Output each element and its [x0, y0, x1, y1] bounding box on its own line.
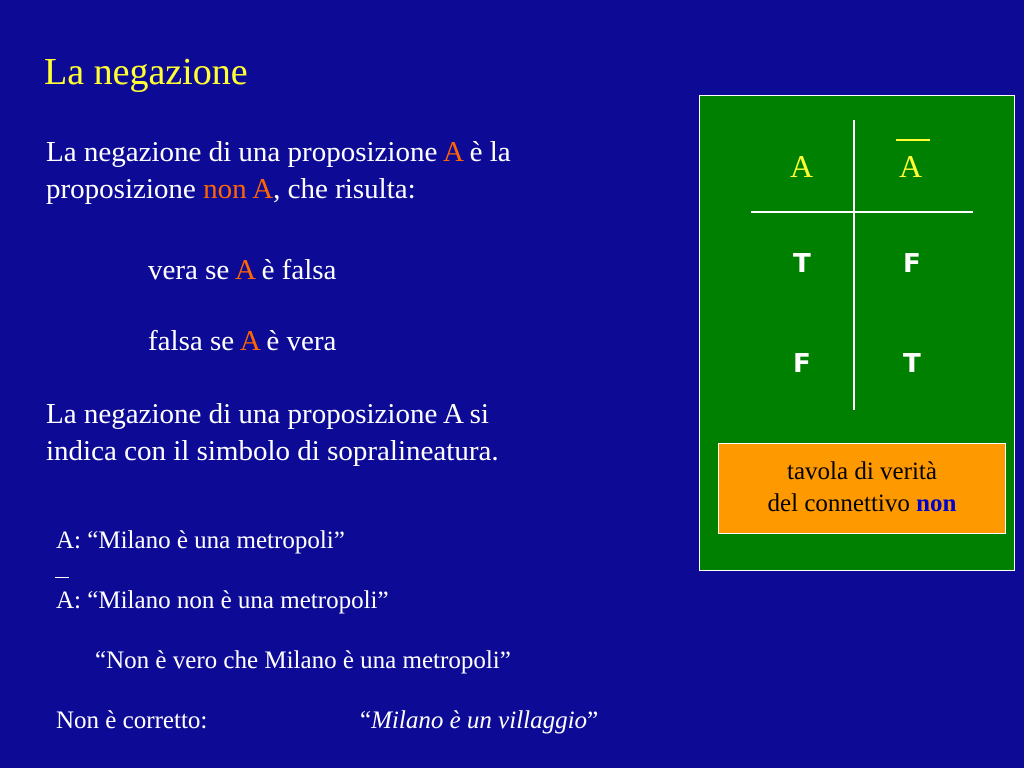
example-not-a: A: “Milano non è una metropoli” [56, 587, 389, 614]
definition-text-part: proposizione [46, 173, 204, 205]
table-cell: T [903, 349, 921, 379]
non-a-highlight: non A [203, 173, 274, 205]
variable-a: A [443, 136, 463, 168]
truth-table-caption [718, 443, 1006, 534]
variable-a: A [239, 325, 260, 357]
negation-overline [896, 139, 930, 141]
definition-text [46, 134, 511, 208]
header-a: A [790, 148, 814, 184]
definition-text-part: , che risulta: [273, 173, 416, 205]
connective-keyword: non [916, 490, 957, 517]
table-cell: F [793, 349, 811, 379]
header-not-a: A [899, 148, 923, 184]
case-false: falsa se A è vera [148, 325, 337, 357]
example-alternative: “Non è vero che Milano è una metropoli” [95, 647, 511, 674]
notation-text [46, 396, 499, 470]
example-wrong-label: Non è corretto: [56, 707, 208, 734]
truth-table-panel [699, 95, 1015, 571]
table-vertical-divider [853, 120, 855, 410]
notation-line-2: indica con il simbolo di sopralineatura. [46, 435, 499, 467]
table-cell: F [903, 249, 921, 279]
definition-line-2 [46, 171, 511, 208]
definition-line-1 [46, 134, 511, 171]
definition-text-part: La negazione di una proposizione [46, 136, 444, 168]
table-horizontal-divider [751, 211, 973, 213]
slide-title: La negazione [44, 51, 248, 93]
variable-a: A [234, 254, 255, 286]
caption-line-2: del connettivo non [767, 490, 957, 517]
example-a: A: “Milano è una metropoli” [56, 527, 345, 554]
case-true: vera se A è falsa [148, 254, 337, 286]
example-wrong-text: “Milano è un villaggio” [360, 707, 599, 734]
caption-line-1: tavola di verità [787, 458, 937, 485]
definition-text-part: è la [462, 136, 511, 168]
notation-line-1: La negazione di una proposizione A si [46, 398, 489, 430]
table-cell: T [793, 249, 811, 279]
negation-overline [55, 577, 69, 578]
